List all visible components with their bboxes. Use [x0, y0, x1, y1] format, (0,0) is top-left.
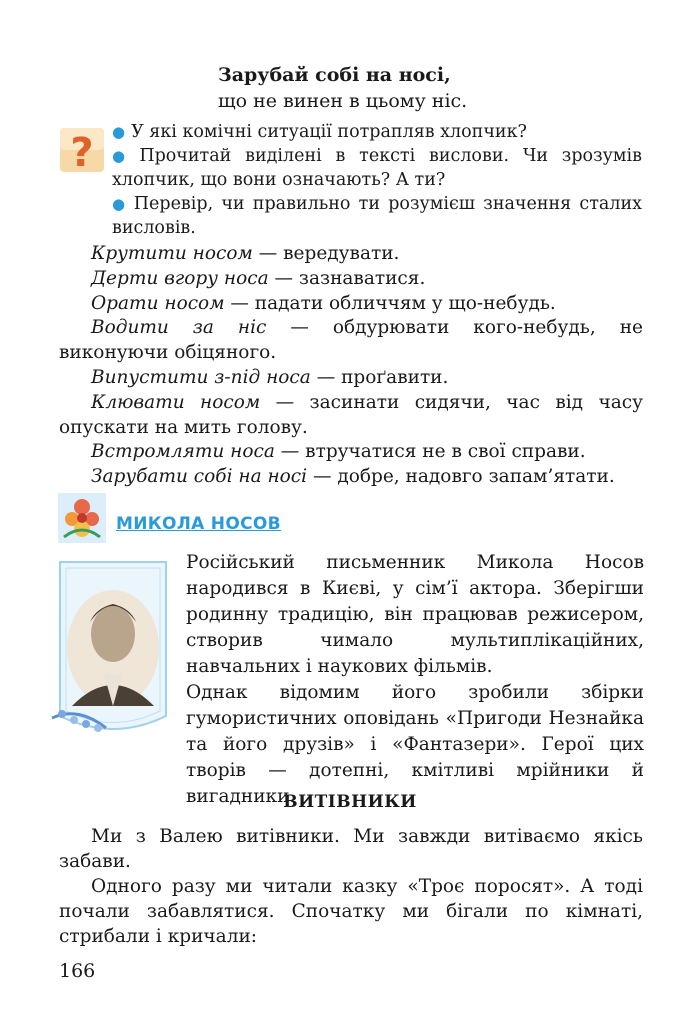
- question-item: ● У які комічні ситуації потрапляв хлопчик?: [112, 122, 527, 142]
- page-number: 166: [59, 960, 96, 982]
- epigraph-line-2: що не винен в цьому ніс.: [218, 90, 468, 112]
- author-biography: [186, 550, 644, 810]
- question-mark-icon: [58, 126, 106, 174]
- story-paragraph: Ми з Валею витівники. Ми завжди витіваємо якісь забави.: [59, 826, 643, 872]
- idiom-item: Клювати носом — засинати сидячи, час від часу опускати на мить голову.: [59, 391, 643, 438]
- idiom-item: Встромляти носа — втручатися не в свої справи.: [91, 441, 586, 463]
- bio-paragraph: Однак відомим його зробили збірки гумористичних оповідань «Пригоди Незнайка та його друзів» і «Фантазери». Герої цих творів — дотепні, кмітливі мрійники й вигадники.: [186, 682, 644, 807]
- bullet-icon: ●: [112, 195, 128, 213]
- idiom-item: Дерти вгору носа — зазнаватися.: [91, 267, 426, 289]
- question-item: ● Перевір, чи правильно ти розумієш значення сталих висловів.: [112, 194, 643, 238]
- idiom-item: Крутити носом — вередувати.: [91, 243, 400, 264]
- idioms-list: [59, 242, 643, 490]
- questions-list: [112, 120, 642, 240]
- bio-paragraph: Російський письменник Микола Носов народився в Києві, у сім’ї актора. Зберігши родинну традицію, він працював режисером, створив чимало мультиплікаційних, навчальних і наукових фільмів.: [186, 552, 644, 677]
- story-paragraph: Одного разу ми читали казку «Троє поросят». А тоді почали забавлятися. Спочатку ми бігали по кімнаті, стрибали і кричали:: [59, 876, 643, 947]
- author-portrait: [48, 556, 178, 746]
- svg-text:?: ?: [70, 130, 94, 174]
- epigraph: [218, 62, 467, 114]
- idiom-item: Водити за ніс — обдурювати кого-небудь, не виконуючи обіцяного.: [59, 317, 643, 364]
- question-item: ● Прочитай виділені в тексті вислови. Чи зрозумів хлопчик, що вони означають? А ти?: [112, 146, 642, 190]
- epigraph-line-1: Зарубай собі на носі,: [218, 64, 451, 86]
- bullet-icon: ●: [112, 147, 134, 165]
- author-name-heading: МИКОЛА НОСОВ: [116, 514, 281, 534]
- idiom-item: Зарубати собі на носі — добре, надовго запам’ятати.: [91, 466, 615, 488]
- idiom-item: Випустити з-під носа — проґавити.: [91, 366, 449, 388]
- flower-ornament-icon: [58, 493, 106, 543]
- bullet-icon: ●: [112, 123, 126, 141]
- story-title: ВИТІВНИКИ: [283, 792, 417, 812]
- story-text: [59, 824, 643, 949]
- idiom-item: Орати носом — падати обличчям у що-небудь.: [91, 292, 556, 314]
